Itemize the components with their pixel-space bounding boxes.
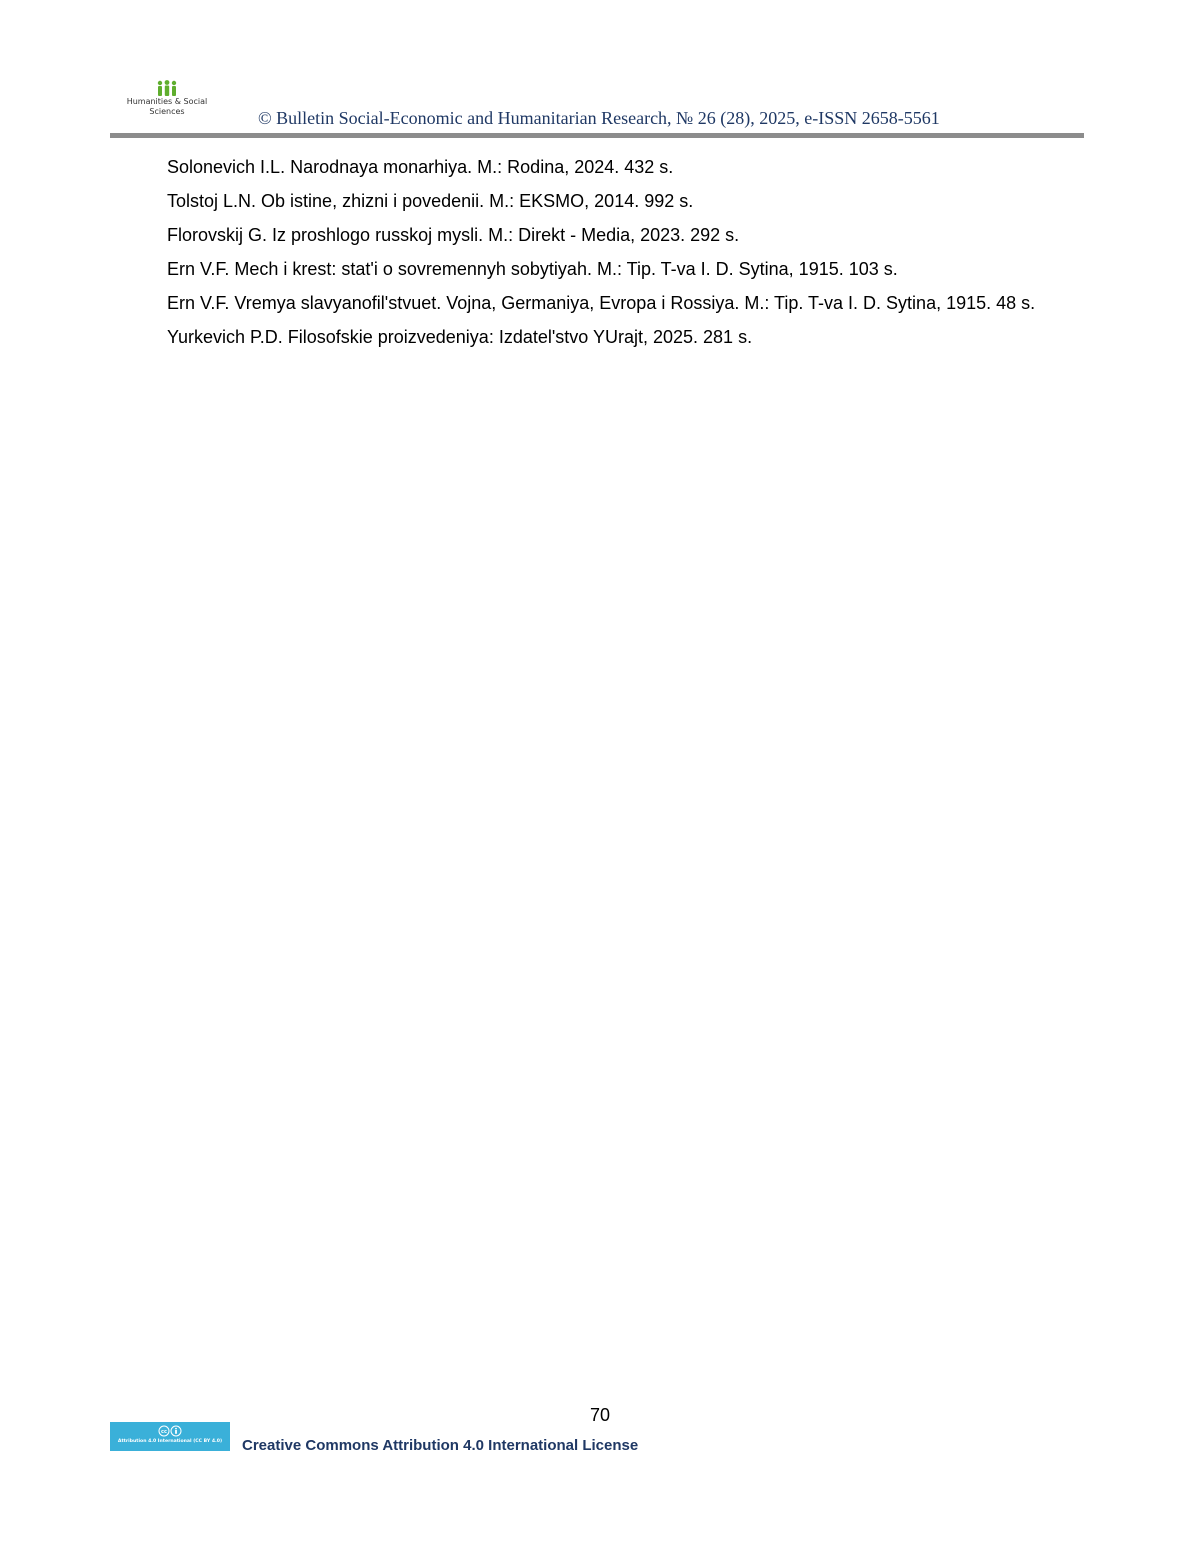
header-divider: [110, 133, 1084, 138]
reference-item: Florovskij G. Iz proshlogo russkoj mysli. M.: Direkt - Media, 2023. 292 s.: [167, 225, 740, 245]
reference-item: Ern V.F. Mech i krest: stat'i o sovremennyh sobytiyah. M.: Tip. T-va I. D. Sytina, 1915. 103 s.: [167, 259, 898, 279]
license-link[interactable]: Creative Commons Attribution 4.0 International License: [242, 1437, 639, 1454]
reference-item: Tolstoj L.N. Ob istine, zhizni i povedenii. M.: EKSMO, 2014. 992 s.: [167, 191, 694, 211]
reference-item: Ern V.F. Vremya slavyanofil'stvuet. Vojna, Germaniya, Evropa i Rossiya. M.: Tip. T-va I. D. Sytina, 1915. 48 s.: [167, 293, 1036, 313]
cc-by-icon: [158, 1425, 182, 1437]
people-icon: [156, 80, 178, 96]
logo-text-line2: Sciences: [149, 107, 185, 116]
journal-logo: [122, 80, 212, 117]
cc-license-badge[interactable]: [110, 1422, 230, 1451]
journal-citation-line: © Bulletin Social-Economic and Humanitarian Research, № 26 (28), 2025, e-ISSN 2658-5561: [258, 108, 940, 128]
reference-item: Solonevich I.L. Narodnaya monarhiya. M.: Rodina, 2024. 432 s.: [167, 157, 674, 177]
reference-list: [110, 156, 1084, 360]
page-header: [110, 76, 1084, 138]
cc-badge-label: Attribution 4.0 International (CC BY 4.0): [117, 1439, 223, 1444]
svg-text:cc: cc: [161, 1429, 167, 1435]
logo-text-line1: Humanities & Social: [126, 97, 208, 106]
page-number: 70: [589, 1405, 611, 1425]
reference-item: Yurkevich P.D. Filosofskie proizvedeniya: Izdatel'stvo YUrajt, 2025. 281 s.: [167, 327, 753, 347]
